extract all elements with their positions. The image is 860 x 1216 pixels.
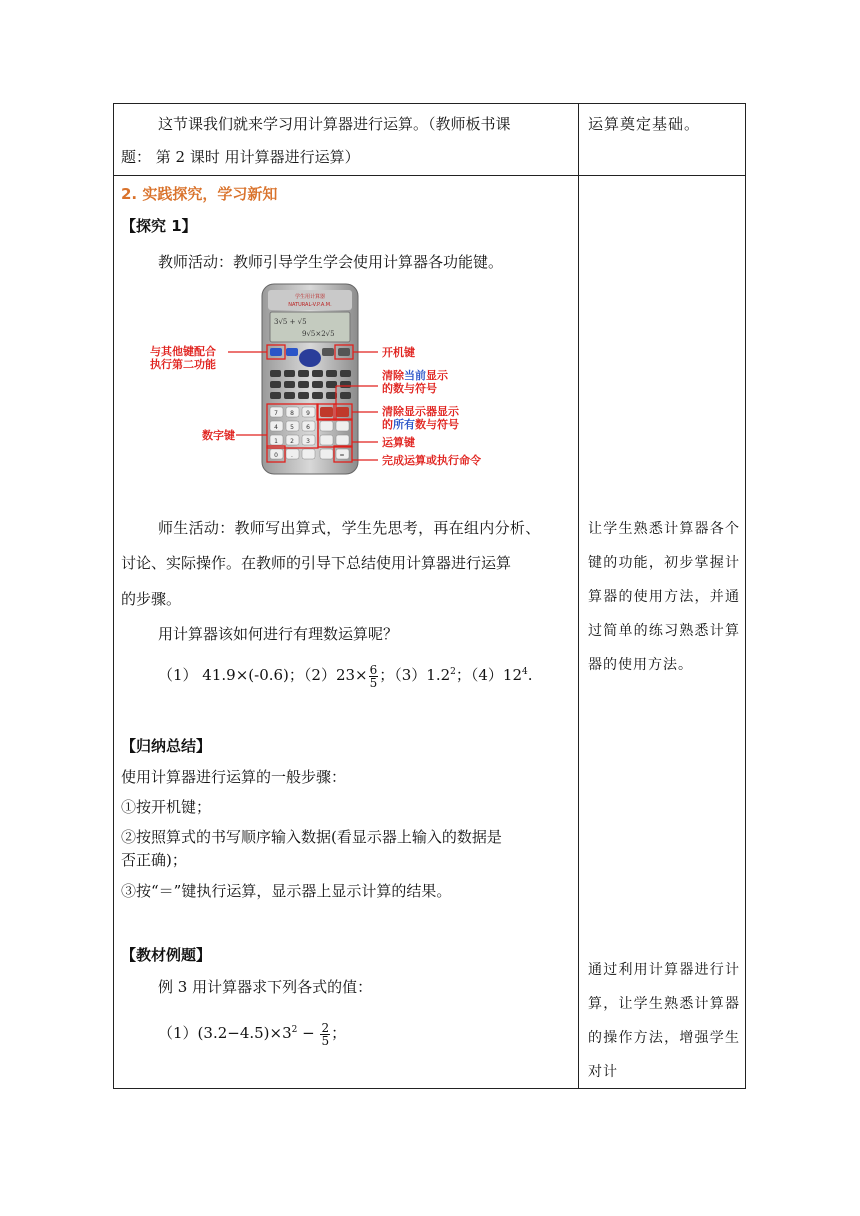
joint-activity-line-3: 的步骤。	[121, 590, 182, 608]
svg-text:9: 9	[306, 410, 310, 417]
intro-side-note: 运算奠定基础。	[588, 115, 701, 133]
svg-text:0: 0	[274, 452, 278, 459]
calculator-illustration	[150, 282, 500, 482]
summary-title: 【归纳总结】	[121, 737, 212, 755]
operator-keys-label: 运算键	[382, 436, 415, 449]
side-note-example: 通过利用计算器进行计算，让学生熟悉计算器的操作方法，增强学生对计	[588, 962, 740, 1080]
svg-text:.: .	[291, 452, 293, 459]
svg-text:=: =	[339, 452, 345, 459]
svg-text:7: 7	[274, 410, 278, 417]
intro-line-2: 题： 第 2 课时 用计算器进行运算）	[121, 148, 360, 166]
side-note-practice: 让学生熟悉计算器各个键的功能，初步掌握计算器的使用方法，并通过简单的练习熟悉计算器的使用方法。	[588, 521, 740, 673]
section-heading: 2. 实践探究，学习新知	[121, 185, 278, 203]
shift-key-label: 与其他键配合 执行第二功能	[150, 345, 216, 371]
fraction-six-fifths: $\frac{6}{5}$	[369, 662, 378, 690]
joint-activity-line-1: 师生活动：教师写出算式，学生先思考，再在组内分析、	[158, 519, 541, 537]
summary-step-3: ③按“＝”键执行运算，显示器上显示计算的结果。	[121, 882, 452, 900]
clear-all-label: 清除显示器显示 的所有数与符号	[382, 405, 459, 431]
svg-text:学生用计算器: 学生用计算器	[294, 294, 326, 300]
summary-intro: 使用计算器进行运算的一般步骤：	[121, 768, 347, 786]
example-expression: $(1)(3.2-4.5)\times 3^2$ − $\frac{2}{5}$ ；	[158, 1020, 347, 1048]
svg-text:NATURAL-V.P.A.M.: NATURAL-V.P.A.M.	[288, 302, 332, 308]
svg-text:3√5 + √5: 3√5 + √5	[274, 318, 307, 326]
svg-text:6: 6	[306, 424, 310, 431]
digit-keys-label: 数字键	[202, 429, 235, 442]
summary-step-1: ①按开机键；	[121, 798, 212, 816]
svg-text:5: 5	[290, 424, 294, 431]
column-divider	[578, 103, 579, 1089]
example-prompt: 例 3 用计算器求下列各式的值：	[158, 978, 373, 996]
exercise-list: （1） 41.9×(-0.6)；（2）23× $\frac{6}{5}$ ；$(3)1.2^2$；$(4)12^4$.	[158, 662, 533, 690]
question: 用计算器该如何进行有理数运算呢？	[158, 625, 399, 643]
example-title: 【教材例题】	[121, 946, 212, 964]
teacher-activity: 教师活动：教师引导学生学会使用计算器各功能键。	[158, 253, 504, 271]
explore-title: 【探究 1】	[121, 217, 197, 235]
fraction-two-fifths: $\frac{2}{5}$	[321, 1020, 330, 1048]
joint-activity-line-2: 讨论、实际操作。在教师的引导下总结使用计算器进行运算	[121, 554, 512, 572]
clear-current-label: 清除当前显示 的数与符号	[382, 369, 448, 395]
equals-key-label: 完成运算或执行命令	[382, 454, 481, 467]
svg-text:3: 3	[306, 438, 310, 445]
svg-text:2: 2	[290, 438, 294, 445]
svg-text:4: 4	[274, 424, 278, 431]
intro-line-1: 这节课我们就来学习用计算器进行运算。（教师板书课	[158, 115, 511, 133]
summary-step-2b: 否正确)；	[121, 851, 187, 869]
row-divider	[113, 175, 746, 176]
svg-text:1: 1	[274, 438, 278, 445]
svg-text:9√5×2√5: 9√5×2√5	[302, 330, 335, 338]
summary-step-2a: ②按照算式的书写顺序输入数据(看显示器上输入的数据是	[121, 828, 502, 846]
svg-text:8: 8	[290, 410, 294, 417]
power-key-label: 开机键	[382, 346, 415, 359]
